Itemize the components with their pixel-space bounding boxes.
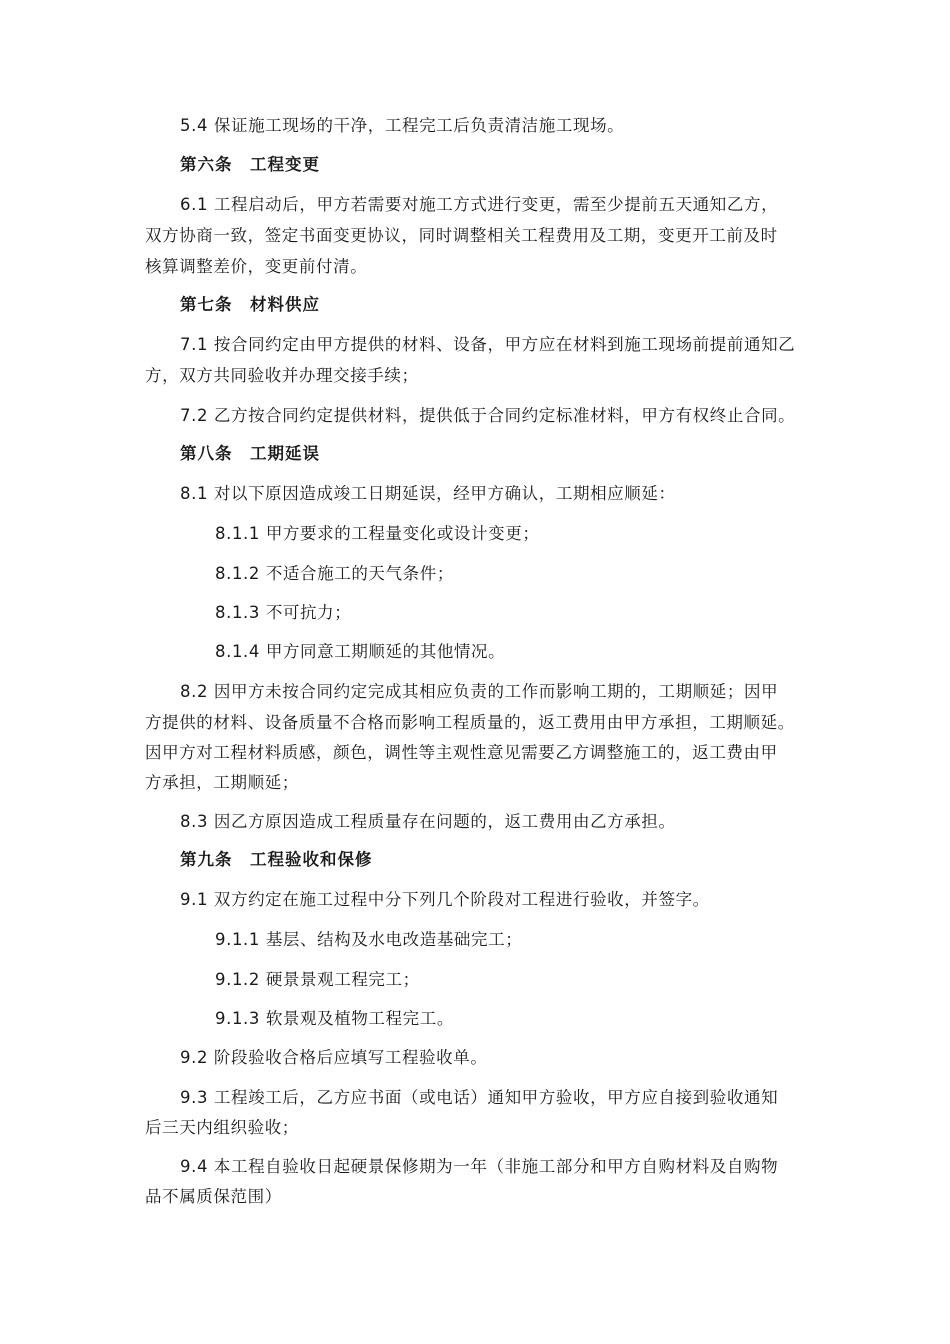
clause-9-2: 9.2 阶段验收合格后应填写工程验收单。 [180, 1048, 488, 1067]
clause-9-4-line-1: 9.4 本工程自验收日起硬景保修期为一年（非施工部分和甲方自购材料及自购物 [180, 1157, 779, 1176]
clause-8-1: 8.1 对以下原因造成竣工日期延误，经甲方确认，工期相应顺延： [180, 484, 676, 503]
article-7-heading: 第七条 材料供应 [180, 295, 320, 314]
clause-8-1-4: 8.1.4 甲方同意工期顺延的其他情况。 [215, 642, 506, 661]
clause-9-1-2: 9.1.2 硬景景观工程完工； [215, 970, 420, 989]
clause-7-1-line-1: 7.1 按合同约定由甲方提供的材料、设备，甲方应在材料到施工现场前提前通知乙 [180, 335, 796, 354]
clause-9-3-line-1: 9.3 工程竣工后，乙方应书面（或电话）通知甲方验收，甲方应自接到验收通知 [180, 1088, 779, 1107]
clause-8-2-line-1: 8.2 因甲方未按合同约定完成其相应负责的工作而影响工期的，工期顺延；因甲 [180, 682, 779, 701]
clause-9-1-3: 9.1.3 软景观及植物工程完工。 [215, 1009, 454, 1028]
clause-9-1-1: 9.1.1 基层、结构及水电改造基础完工； [215, 930, 523, 949]
clause-8-1-2: 8.1.2 不适合施工的天气条件； [215, 564, 454, 583]
clause-7-2: 7.2 乙方按合同约定提供材料，提供低于合同约定标准材料，甲方有权终止合同。 [180, 406, 796, 425]
article-6-heading: 第六条 工程变更 [180, 155, 320, 174]
article-9-heading: 第九条 工程验收和保修 [180, 850, 373, 869]
clause-8-3: 8.3 因乙方原因造成工程质量存在问题的，返工费用由乙方承担。 [180, 812, 676, 831]
clause-9-3-line-2: 后三天内组织验收； [145, 1118, 299, 1137]
clause-7-1-line-2: 方，双方共同验收并办理交接手续； [145, 366, 419, 385]
clause-8-1-1: 8.1.1 甲方要求的工程量变化或设计变更； [215, 524, 540, 543]
clause-5-4: 5.4 保证施工现场的干净，工程完工后负责清洁施工现场。 [180, 116, 625, 135]
clause-8-1-3: 8.1.3 不可抗力； [215, 603, 352, 622]
article-8-heading: 第八条 工期延误 [180, 444, 320, 463]
clause-8-2-line-2: 方提供的材料、设备质量不合格而影响工程质量的，返工费用由甲方承担，工期顺延。 [145, 713, 795, 732]
clause-6-1-line-3: 核算调整差价，变更前付清。 [145, 257, 368, 276]
clause-6-1-line-1: 6.1 工程启动后，甲方若需要对施工方式进行变更，需至少提前五天通知乙方， [180, 195, 779, 214]
clause-8-2-line-4: 方承担，工期顺延； [145, 773, 299, 792]
clause-9-4-line-2: 品不属质保范围） [145, 1187, 282, 1206]
clause-8-2-line-3: 因甲方对工程材料质感，颜色，调性等主观性意见需要乙方调整施工的，返工费由甲 [145, 743, 778, 762]
clause-9-1: 9.1 双方约定在施工过程中分下列几个阶段对工程进行验收，并签字。 [180, 890, 710, 909]
clause-6-1-line-2: 双方协商一致，签定书面变更协议，同时调整相关工程费用及工期，变更开工前及时 [145, 226, 778, 245]
